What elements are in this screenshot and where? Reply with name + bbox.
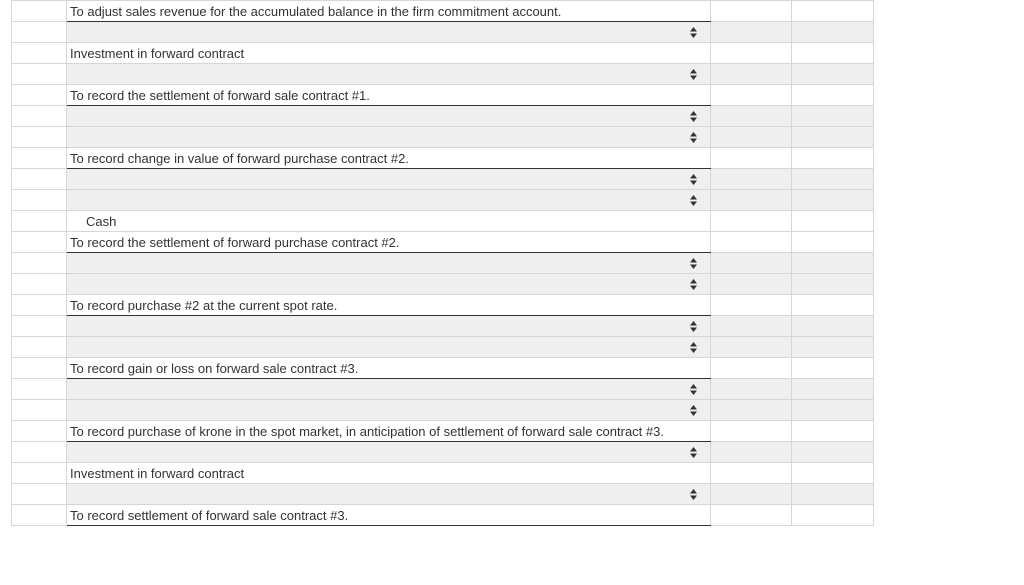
journal-row: [12, 64, 874, 85]
account-select-dropdown[interactable]: [67, 22, 711, 43]
journal-row: [12, 400, 874, 421]
credit-amount-cell[interactable]: [792, 337, 874, 358]
entry-description: To record the settlement of forward sale contract #1.: [70, 87, 370, 103]
up-down-arrows-icon: [690, 195, 697, 206]
account-select-dropdown[interactable]: [67, 64, 711, 85]
up-down-arrows-icon: [690, 447, 697, 458]
debit-amount-cell[interactable]: [711, 484, 792, 505]
journal-row: [12, 22, 874, 43]
journal-row: [12, 169, 874, 190]
entry-description: To record purchase of krone in the spot market, in anticipation of settlement of forward sale contract #3.: [70, 423, 664, 439]
journal-row: [12, 148, 874, 169]
credit-amount-cell: [792, 463, 874, 484]
journal-row: [12, 463, 874, 484]
credit-amount-cell[interactable]: [792, 400, 874, 421]
up-down-arrows-icon: [690, 69, 697, 80]
journal-row: [12, 484, 874, 505]
up-down-arrows-icon: [690, 258, 697, 269]
up-down-arrows-icon: [690, 489, 697, 500]
credit-amount-cell[interactable]: [792, 64, 874, 85]
row-number-cell: [12, 505, 67, 526]
journal-entry-table: [11, 0, 874, 526]
journal-row: [12, 316, 874, 337]
row-number-cell: [12, 484, 67, 505]
row-number-cell: [12, 22, 67, 43]
journal-row: [12, 211, 874, 232]
row-number-cell: [12, 316, 67, 337]
row-number-cell: [12, 400, 67, 421]
credit-amount-cell: [792, 85, 874, 106]
credit-amount-cell: [792, 232, 874, 253]
journal-row: [12, 358, 874, 379]
debit-amount-cell: [711, 505, 792, 526]
entry-description-cell: [67, 148, 711, 169]
row-number-cell: [12, 1, 67, 22]
account-select[interactable]: [67, 190, 710, 210]
debit-amount-cell[interactable]: [711, 400, 792, 421]
credit-amount-cell: [792, 211, 874, 232]
credit-amount-cell[interactable]: [792, 169, 874, 190]
account-select[interactable]: [67, 169, 710, 189]
entry-description-cell: [67, 232, 711, 253]
journal-row: [12, 232, 874, 253]
account-select[interactable]: [67, 484, 710, 504]
debit-amount-cell[interactable]: [711, 337, 792, 358]
journal-row: [12, 295, 874, 316]
row-number-cell: [12, 190, 67, 211]
credit-amount-cell: [792, 358, 874, 379]
account-select[interactable]: [67, 106, 710, 126]
debit-amount-cell[interactable]: [711, 190, 792, 211]
row-number-cell: [12, 274, 67, 295]
up-down-arrows-icon: [690, 279, 697, 290]
debit-amount-cell[interactable]: [711, 106, 792, 127]
row-number-cell: [12, 211, 67, 232]
credit-amount-cell[interactable]: [792, 316, 874, 337]
debit-amount-cell: [711, 43, 792, 64]
account-select-dropdown[interactable]: [67, 337, 711, 358]
account-name-cell[interactable]: [67, 43, 711, 64]
row-number-cell: [12, 337, 67, 358]
journal-row: [12, 43, 874, 64]
row-number-cell: [12, 148, 67, 169]
row-number-cell: [12, 421, 67, 442]
account-select-dropdown[interactable]: [67, 274, 711, 295]
row-number-cell: [12, 379, 67, 400]
entry-description-cell: [67, 358, 711, 379]
account-name: Investment in forward contract: [70, 465, 245, 481]
credit-amount-cell: [792, 43, 874, 64]
row-number-cell: [12, 169, 67, 190]
row-number-cell: [12, 64, 67, 85]
journal-row: [12, 127, 874, 148]
credit-amount-cell: [792, 1, 874, 22]
entry-description-cell: [67, 1, 711, 22]
debit-amount-cell: [711, 85, 792, 106]
row-number-cell: [12, 442, 67, 463]
up-down-arrows-icon: [690, 132, 697, 143]
debit-amount-cell: [711, 1, 792, 22]
debit-amount-cell[interactable]: [711, 253, 792, 274]
entry-description: To record change in value of forward purchase contract #2.: [70, 150, 409, 166]
row-number-cell: [12, 106, 67, 127]
account-select[interactable]: [67, 400, 710, 420]
account-select-dropdown[interactable]: [67, 106, 711, 127]
entry-description: To record gain or loss on forward sale contract #3.: [70, 360, 359, 376]
account-select[interactable]: [67, 316, 710, 336]
debit-amount-cell: [711, 421, 792, 442]
account-select-dropdown[interactable]: [67, 442, 711, 463]
journal-row: [12, 1, 874, 22]
credit-amount-cell[interactable]: [792, 484, 874, 505]
credit-amount-cell: [792, 505, 874, 526]
debit-amount-cell: [711, 211, 792, 232]
journal-row: [12, 106, 874, 127]
entry-description-cell: [67, 505, 711, 526]
row-number-cell: [12, 463, 67, 484]
credit-amount-cell[interactable]: [792, 22, 874, 43]
up-down-arrows-icon: [690, 174, 697, 185]
credit-amount-cell[interactable]: [792, 106, 874, 127]
entry-description: To adjust sales revenue for the accumulated balance in the firm commitment account.: [70, 3, 562, 19]
up-down-arrows-icon: [690, 384, 697, 395]
row-number-cell: [12, 43, 67, 64]
account-select[interactable]: [67, 22, 710, 42]
debit-amount-cell[interactable]: [711, 169, 792, 190]
debit-amount-cell[interactable]: [711, 127, 792, 148]
debit-amount-cell: [711, 463, 792, 484]
debit-amount-cell[interactable]: [711, 22, 792, 43]
credit-amount-cell[interactable]: [792, 442, 874, 463]
account-select[interactable]: [67, 442, 710, 462]
account-select[interactable]: [67, 379, 710, 399]
up-down-arrows-icon: [690, 27, 697, 38]
row-number-cell: [12, 85, 67, 106]
entry-description: To record settlement of forward sale contract #3.: [70, 507, 349, 523]
account-name: Investment in forward contract: [70, 45, 245, 61]
row-number-cell: [12, 253, 67, 274]
journal-row: [12, 274, 874, 295]
account-select[interactable]: [67, 337, 710, 357]
account-select[interactable]: [67, 253, 710, 273]
row-number-cell: [12, 295, 67, 316]
account-select-dropdown[interactable]: [67, 316, 711, 337]
account-select[interactable]: [67, 64, 710, 84]
journal-row: [12, 421, 874, 442]
debit-amount-cell: [711, 232, 792, 253]
account-name-cell[interactable]: [67, 463, 711, 484]
account-select-dropdown[interactable]: [67, 169, 711, 190]
journal-row: [12, 505, 874, 526]
journal-row: [12, 442, 874, 463]
journal-row: [12, 85, 874, 106]
entry-description-cell: [67, 421, 711, 442]
entry-description-cell: [67, 85, 711, 106]
account-name: Cash: [86, 213, 117, 229]
row-number-cell: [12, 232, 67, 253]
entry-description: To record purchase #2 at the current spot rate.: [70, 297, 338, 313]
credit-amount-cell: [792, 148, 874, 169]
row-number-cell: [12, 127, 67, 148]
entry-description-cell: [67, 295, 711, 316]
journal-row: [12, 379, 874, 400]
journal-row: [12, 253, 874, 274]
account-select-dropdown[interactable]: [67, 127, 711, 148]
credit-amount-cell[interactable]: [792, 379, 874, 400]
up-down-arrows-icon: [690, 405, 697, 416]
credit-amount-cell: [792, 421, 874, 442]
journal-row: [12, 190, 874, 211]
debit-amount-cell: [711, 295, 792, 316]
debit-amount-cell[interactable]: [711, 64, 792, 85]
debit-amount-cell[interactable]: [711, 316, 792, 337]
journal-entry-body: [12, 1, 874, 526]
account-name-cell[interactable]: [67, 211, 711, 232]
debit-amount-cell[interactable]: [711, 379, 792, 400]
credit-amount-cell[interactable]: [792, 190, 874, 211]
debit-amount-cell: [711, 358, 792, 379]
debit-amount-cell[interactable]: [711, 274, 792, 295]
journal-row: [12, 337, 874, 358]
row-number-cell: [12, 358, 67, 379]
credit-amount-cell[interactable]: [792, 127, 874, 148]
credit-amount-cell[interactable]: [792, 274, 874, 295]
account-select[interactable]: [67, 127, 710, 147]
credit-amount-cell: [792, 295, 874, 316]
account-select[interactable]: [67, 274, 710, 294]
account-select-dropdown[interactable]: [67, 484, 711, 505]
up-down-arrows-icon: [690, 111, 697, 122]
account-select-dropdown[interactable]: [67, 190, 711, 211]
up-down-arrows-icon: [690, 342, 697, 353]
account-select-dropdown[interactable]: [67, 400, 711, 421]
debit-amount-cell: [711, 148, 792, 169]
debit-amount-cell[interactable]: [711, 442, 792, 463]
entry-description: To record the settlement of forward purchase contract #2.: [70, 234, 400, 250]
credit-amount-cell[interactable]: [792, 253, 874, 274]
account-select-dropdown[interactable]: [67, 379, 711, 400]
account-select-dropdown[interactable]: [67, 253, 711, 274]
up-down-arrows-icon: [690, 321, 697, 332]
